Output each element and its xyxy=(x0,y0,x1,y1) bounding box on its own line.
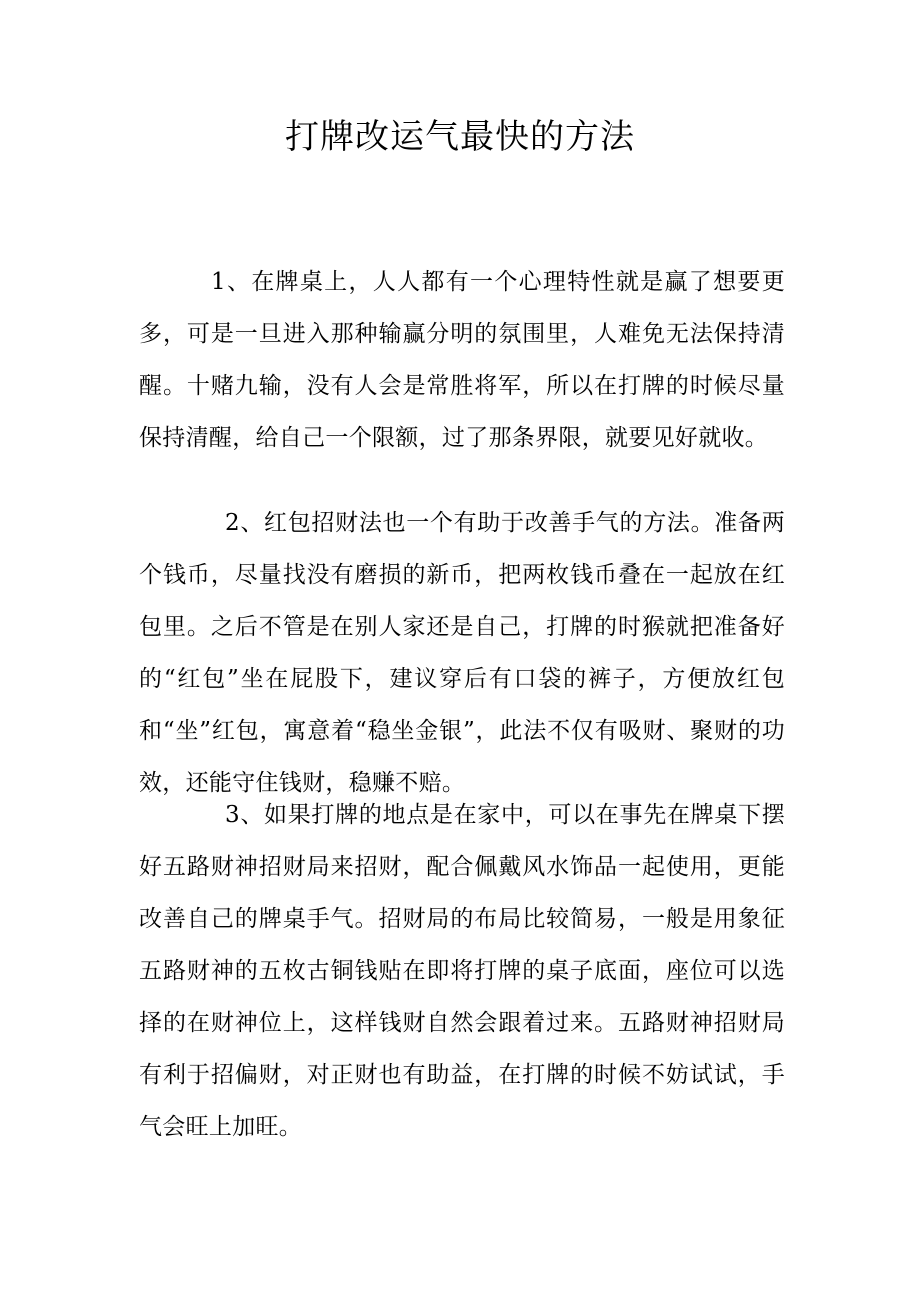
paragraph-2: 2、红包招财法也一个有助于改善手气的方法。准备两个钱币，尽量找没有磨损的新币，把两枚钱币叠在一起放在红包里。之后不管是在别人家还是自己，打牌的时猴就把准备好的“红包”坐在屁股下，建议穿后有口袋的裤子，方便放红包和“坐”红包，寓意着“稳坐金银”，此法不仅有吸财、聚财的功效，还能守住钱财，稳赚不赔。 xyxy=(139,510,785,796)
paragraph-1: 1、在牌桌上，人人都有一个心理特性就是赢了想要更多，可是一旦进入那种输赢分明的氛围里，人难免无法保持清醒。十赌九输，没有人会是常胜将军，所以在打牌的时候尽量保持清醒，给自己一个限额，过了那条界限，就要见好就收。 xyxy=(139,269,785,451)
document-title: 打牌改运气最快的方法 xyxy=(285,117,635,157)
paragraph-3: 3、如果打牌的地点是在家中，可以在事先在牌桌下摆好五路财神招财局来招财，配合佩戴风水饰品一起使用，更能改善自己的牌桌手气。招财局的布局比较简易，一般是用象征五路财神的五枚古铜钱贴在即将打牌的桌子底面，座位可以选择的在财神位上，这样钱财自然会跟着过来。五路财神招财局有利于招偏财，对正财也有助益，在打牌的时候不妨试试，手气会旺上加旺。 xyxy=(139,802,785,1140)
